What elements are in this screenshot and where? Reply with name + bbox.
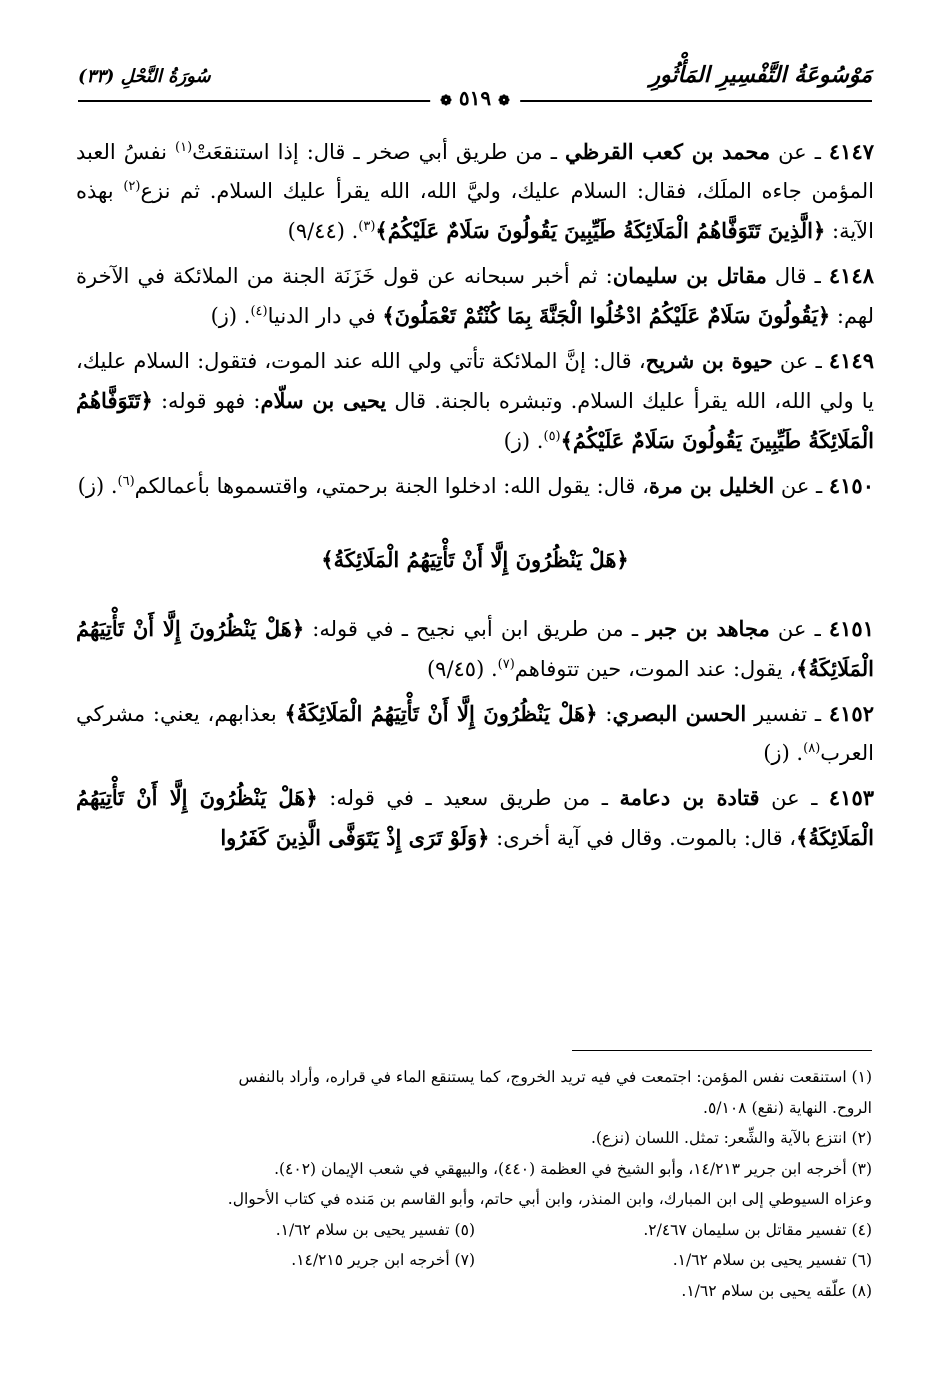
quran-quote: ﴿وَلَوْ تَرَى إِذْ يَتَوَفَّى الَّذِينَ كَفَرُوا	[220, 825, 490, 850]
footnote-ref: (٨)	[803, 741, 821, 756]
entry-text: . (ز)	[77, 474, 118, 498]
narrator-name: قتادة بن دعامة	[619, 785, 760, 810]
footnote-2: (٢) انتزع بالآية والشِّعر: تمثل. اللسان (نزع).	[590, 1129, 872, 1147]
footnote-ref: (٤)	[250, 304, 268, 319]
entry-text: ، قال: بالموت. وقال في آية أخرى:	[489, 826, 797, 850]
entry-text: ـ عن	[772, 349, 829, 373]
entry-text: . (ز)	[763, 741, 804, 765]
entry-text: : فهو قوله:	[152, 389, 261, 413]
footnotes	[78, 1062, 872, 1306]
footnote-1-cont: الروح. النهاية (نقع) ٥/١٠٨.	[703, 1098, 872, 1117]
entry-text: ـ تفسير	[746, 702, 829, 726]
footnote-7: (٧) أخرجه ابن جرير ١٤/٢١٥.	[291, 1251, 475, 1269]
entry-number: ٤١٤٧	[828, 139, 875, 164]
entry-text: ـ قال	[766, 264, 829, 288]
entry-number: ٤١٤٩	[828, 348, 874, 373]
footnote-row	[78, 1245, 872, 1276]
entry-number: ٤١٥٢	[828, 701, 874, 726]
ornament-icon: ❁	[440, 93, 452, 109]
entry-text: . (ز)	[503, 429, 544, 453]
hadith-entry	[76, 694, 874, 773]
footnote-3-cont: وعزاه السيوطي إلى ابن المبارك، وابن المنذر، وابن أبي حاتم، وأبو القاسم بن مَنده في كتاب الأحوال.	[227, 1190, 872, 1208]
entry-number: ٤١٥٠	[828, 473, 874, 498]
quran-quote: ﴿تَتَوَفَّاهُمُ الْمَلَائِكَةُ طَيِّبِينَ يَقُولُونَ سَلَامٌ عَلَيْكُمُ﴾	[76, 388, 874, 453]
main-text	[76, 132, 874, 863]
narrator-name: حيوة بن شريح	[645, 348, 773, 373]
footnote-8: (٨) علّقه يحيى بن سلام ١/٦٢.	[681, 1281, 872, 1300]
entry-text: ، يقول: عند الموت، حين تتوفاهم	[514, 657, 797, 681]
entry-text: ـ من طريق أبي صخر ـ قال: إذا استنقعَتْ	[192, 140, 565, 164]
footnote-ref: (٦)	[117, 474, 135, 489]
narrator-name: مقاتل بن سليمان	[612, 263, 767, 288]
entry-text: . (٩/٤٤)	[287, 219, 359, 243]
page-number: ٥١٩	[458, 86, 492, 110]
narrator-name: مجاهد بن جبر	[646, 616, 770, 641]
page-number-block	[430, 86, 520, 110]
hadith-entry	[76, 609, 874, 689]
entry-text: ـ عن	[774, 474, 829, 498]
footnote-5: (٥) تفسير يحيى بن سلام ١/٦٢.	[275, 1220, 475, 1239]
entry-text: ـ عن	[759, 786, 829, 810]
footnote-3: (٣) أخرجه ابن جرير ١٤/٢١٣، وأبو الشيخ في العظمة (٤٤٠)، والبيهقي في شعب الإيمان (٤٠٢).	[274, 1159, 872, 1178]
page-header	[78, 58, 872, 120]
footnote-ref: (١)	[175, 140, 193, 155]
quran-quote: ﴿هَلْ يَنْظُرُونَ إِلَّا أَنْ تَأْتِيَهُمُ الْمَلَائِكَةُ﴾	[76, 616, 874, 681]
hadith-entry	[76, 132, 874, 251]
entry-text: . (ز)	[210, 304, 251, 328]
hadith-entry	[76, 466, 874, 506]
quran-quote: ﴿هَلْ يَنْظُرُونَ إِلَّا أَنْ تَأْتِيَهُمُ الْمَلَائِكَةُ﴾	[284, 701, 598, 726]
hadith-entry	[76, 778, 874, 858]
ornament-icon: ❁	[498, 93, 510, 109]
entry-text: ـ عن	[770, 140, 829, 164]
entry-number: ٤١٤٨	[828, 263, 874, 288]
narrator-name: يحيى بن سلّام	[260, 388, 387, 413]
quran-quote: ﴿هَلْ يَنْظُرُونَ إِلَّا أَنْ تَأْتِيَهُمُ الْمَلَائِكَةُ﴾	[76, 785, 874, 850]
book-title: مَوْسُوعَةُ التَّفْسِيرِ المَأْثُورِ	[649, 62, 872, 88]
footnote-4: (٤) تفسير مقاتل بن سليمان ٢/٤٦٧.	[643, 1220, 872, 1239]
surah-title: سُورَةُ النَّحْلِ (٣٣)	[78, 66, 211, 87]
narrator-name: محمد بن كعب القرظي	[564, 139, 771, 164]
entry-text: ـ من طريق ابن أبي نجيح ـ في قوله:	[304, 617, 647, 641]
entries-group	[76, 132, 874, 506]
footnote-ref: (٣)	[358, 219, 376, 234]
entry-text: في دار الدنيا	[267, 304, 383, 328]
entry-text: ـ عن	[769, 617, 829, 641]
footnote-ref: (٢)	[123, 179, 141, 194]
hadith-entry	[76, 341, 874, 461]
quran-quote: ﴿يَقُولُونَ سَلَامٌ عَلَيْكُمُ ادْخُلُوا الْجَنَّةَ بِمَا كُنْتُمْ تَعْمَلُونَ﴾	[382, 303, 831, 328]
hadith-entry	[76, 256, 874, 336]
entry-number: ٤١٥٣	[828, 785, 875, 810]
footnote-row	[78, 1215, 872, 1246]
footnote-separator	[572, 1050, 872, 1051]
entry-text: ، قال: إنَّ الملائكة تأتي ولي الله عند الموت، فتقول: السلام عليك، يا ولي الله، الله يقرأ عليك السلام. وتبشره بالجنة. قال	[76, 349, 874, 413]
entry-text: : ثم أخبر سبحانه عن قول خَزَنَة الجنة من الملائكة في الآخرة لهم:	[76, 264, 874, 328]
entry-text: ـ من طريق سعيد ـ في قوله:	[317, 786, 620, 810]
entry-text: بهذه الآية:	[76, 179, 874, 243]
entry-text: ، قال: يقول الله: ادخلوا الجنة برحمتي، واقتسموها بأعمالكم	[134, 474, 649, 498]
narrator-name: الخليل بن مرة	[648, 473, 775, 498]
entry-number: ٤١٥١	[828, 616, 874, 641]
entry-text: نفسُ العبد المؤمن جاءه الملَك، فقال: السلام عليك، وليَّ الله، الله يقرأ عليك السلام. ثم نزع	[76, 140, 874, 203]
entries-group	[76, 609, 874, 858]
footnote-ref: (٥)	[543, 429, 561, 444]
quran-quote: ﴿الَّذِينَ تَتَوَفَّاهُمُ الْمَلَائِكَةُ طَيِّبِينَ يَقُولُونَ سَلَامٌ عَلَيْكُمُ﴾	[375, 218, 826, 243]
entry-text: بعذابهم، يعني: مشركي العرب	[76, 702, 874, 765]
footnote-ref: (٧)	[497, 657, 515, 672]
entry-text: :	[597, 702, 613, 726]
entry-text: . (٩/٤٥)	[426, 657, 498, 681]
footnote-6: (٦) تفسير يحيى بن سلام ١/٦٢.	[672, 1251, 872, 1269]
narrator-name: الحسن البصري	[612, 701, 747, 726]
section-heading: ﴿هَلْ يَنْظُرُونَ إِلَّا أَنْ تَأْتِيَهُمُ الْمَلَائِكَةُ﴾	[321, 547, 629, 572]
footnote-1: (١) استنقعت نفس المؤمن: اجتمعت في فيه تريد الخروج، كما يستنقع الماء في قراره، وأراد بالنفس	[238, 1068, 872, 1086]
